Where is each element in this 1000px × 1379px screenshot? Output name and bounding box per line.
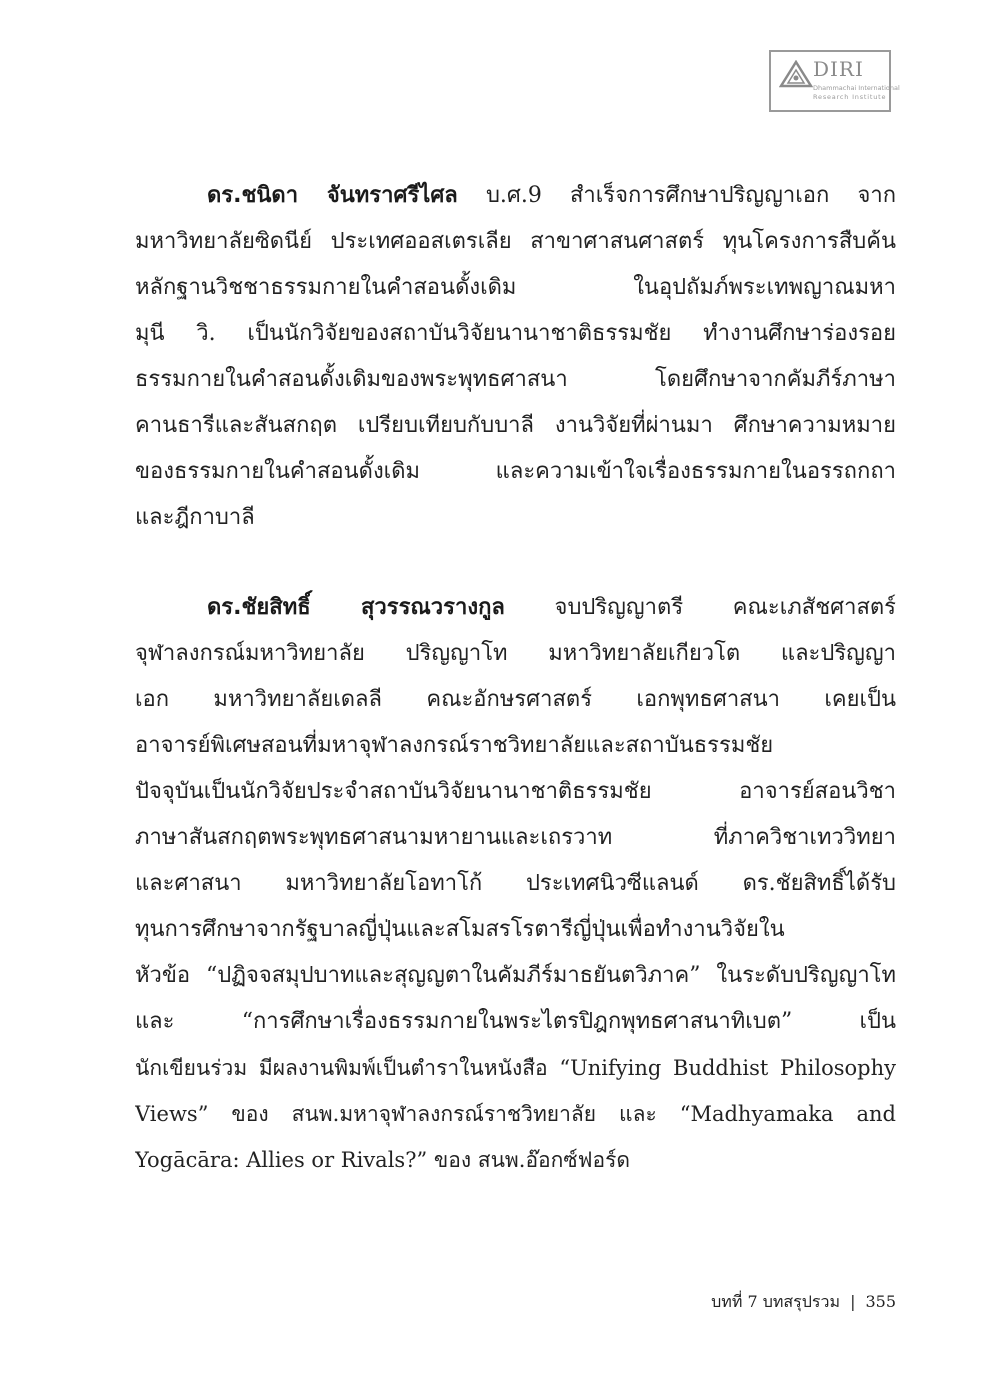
paragraph-line: จุฬาลงกรณ์มหาวิทยาลัย ปริญญาโท มหาวิทยาลัยเกียวโต และปริญญา [135,641,896,666]
paragraph-line: ของธรรมกายในคำสอนดั้งเดิม และความเข้าใจเรื่องธรรมกายในอรรถกถา [135,459,896,484]
footer-separator: | [850,1292,856,1311]
paragraph-line: หัวข้อ “ปฏิจจสมุปบาทและสุญญตาในคัมภีร์มาธยันตวิภาค” ในระดับปริญญาโท [135,963,896,988]
paragraph-line: มหาวิทยาลัยซิดนีย์ ประเทศออสเตรเลีย สาขาศาสนศาสตร์ ทุนโครงการสืบค้น [135,229,896,254]
page-footer [620,1290,896,1315]
diri-logo [769,50,900,112]
logo-subtitle-1: Dhammachai International [813,84,900,92]
paragraph-line: ทุนการศึกษาจากรัฐบาลญี่ปุ่นและสโมสรโรตารีญี่ปุ่นเพื่อทำงานวิจัยใน [135,917,785,942]
chapter-title: บทที่ 7 บทสรุปรวม [711,1292,841,1311]
paragraph-line: นักเขียนร่วม มีผลงานพิมพ์เป็นตำราในหนังสือ “Unifying Buddhist Philosophy [135,1056,896,1080]
logo-subtitle-2: Research Institute [813,93,887,101]
paragraph-line: คานธารีและสันสกฤต เปรียบเทียบกับบาลี งานวิจัยที่ผ่านมา ศึกษาความหมาย [135,413,896,438]
triangle-logo-icon [779,60,813,88]
paragraph-line: มุนี วิ. เป็นนักวิจัยของสถาบันวิจัยนานาชาติธรรมชัย ทำงานศึกษาร่องรอย [135,321,896,346]
paragraph-line: ดร.ชนิดา จันทราศรีไศล บ.ศ.9 สำเร็จการศึกษาปริญญาเอก จาก [207,183,896,208]
body-text [135,173,896,1183]
paragraph-line: ปัจจุบันเป็นนักวิจัยประจำสถาบันวิจัยนานาชาติธรรมชัย อาจารย์สอนวิชา [135,779,896,804]
paragraph-line: Yogācāra: Allies or Rivals?” ของ สนพ.อ๊อกซ์ฟอร์ด [135,1148,631,1172]
paragraph-line: ธรรมกายในคำสอนดั้งเดิมของพระพุทธศาสนา โดยศึกษาจากคัมภีร์ภาษา [135,367,896,392]
paragraph-chanida [135,173,896,541]
logo-brand: DIRI [813,57,864,81]
paragraph-line: ดร.ชัยสิทธิ์ สุวรรณวรางกูล จบปริญญาตรี คณะเภสัชศาสตร์ [207,595,896,620]
paragraph-line: และฎีกาบาลี [135,505,255,530]
paragraph-line: และศาสนา มหาวิทยาลัยโอทาโก้ ประเทศนิวซีแลนด์ ดร.ชัยสิทธิ์ได้รับ [135,871,896,896]
paragraph-line: อาจารย์พิเศษสอนที่มหาจุฬาลงกรณ์ราชวิทยาลัยและสถาบันธรรมชัย [135,733,774,758]
author-name: ดร.ชนิดา จันทราศรีไศล [207,183,458,208]
paragraph-line: และ “การศึกษาเรื่องธรรมกายในพระไตรปิฎกพุทธศาสนาทิเบต” เป็น [135,1009,896,1034]
paragraph-chaisit [135,585,896,1183]
author-name: ดร.ชัยสิทธิ์ สุวรรณวรางกูล [207,595,505,620]
page-number: 355 [865,1292,896,1311]
paragraph-line: เอก มหาวิทยาลัยเดลลี คณะอักษรศาสตร์ เอกพุทธศาสนา เคยเป็น [135,687,896,712]
paragraph-line: Views” ของ สนพ.มหาจุฬาลงกรณ์ราชวิทยาลัย และ “Madhyamaka and [135,1102,896,1126]
paragraph-line: ภาษาสันสกฤตพระพุทธศาสนามหายานและเถรวาท ที่ภาควิชาเทววิทยา [135,825,896,850]
paragraph-line: หลักฐานวิชชาธรรมกายในคำสอนดั้งเดิม ในอุปถัมภ์พระเทพญาณมหา [135,275,896,300]
